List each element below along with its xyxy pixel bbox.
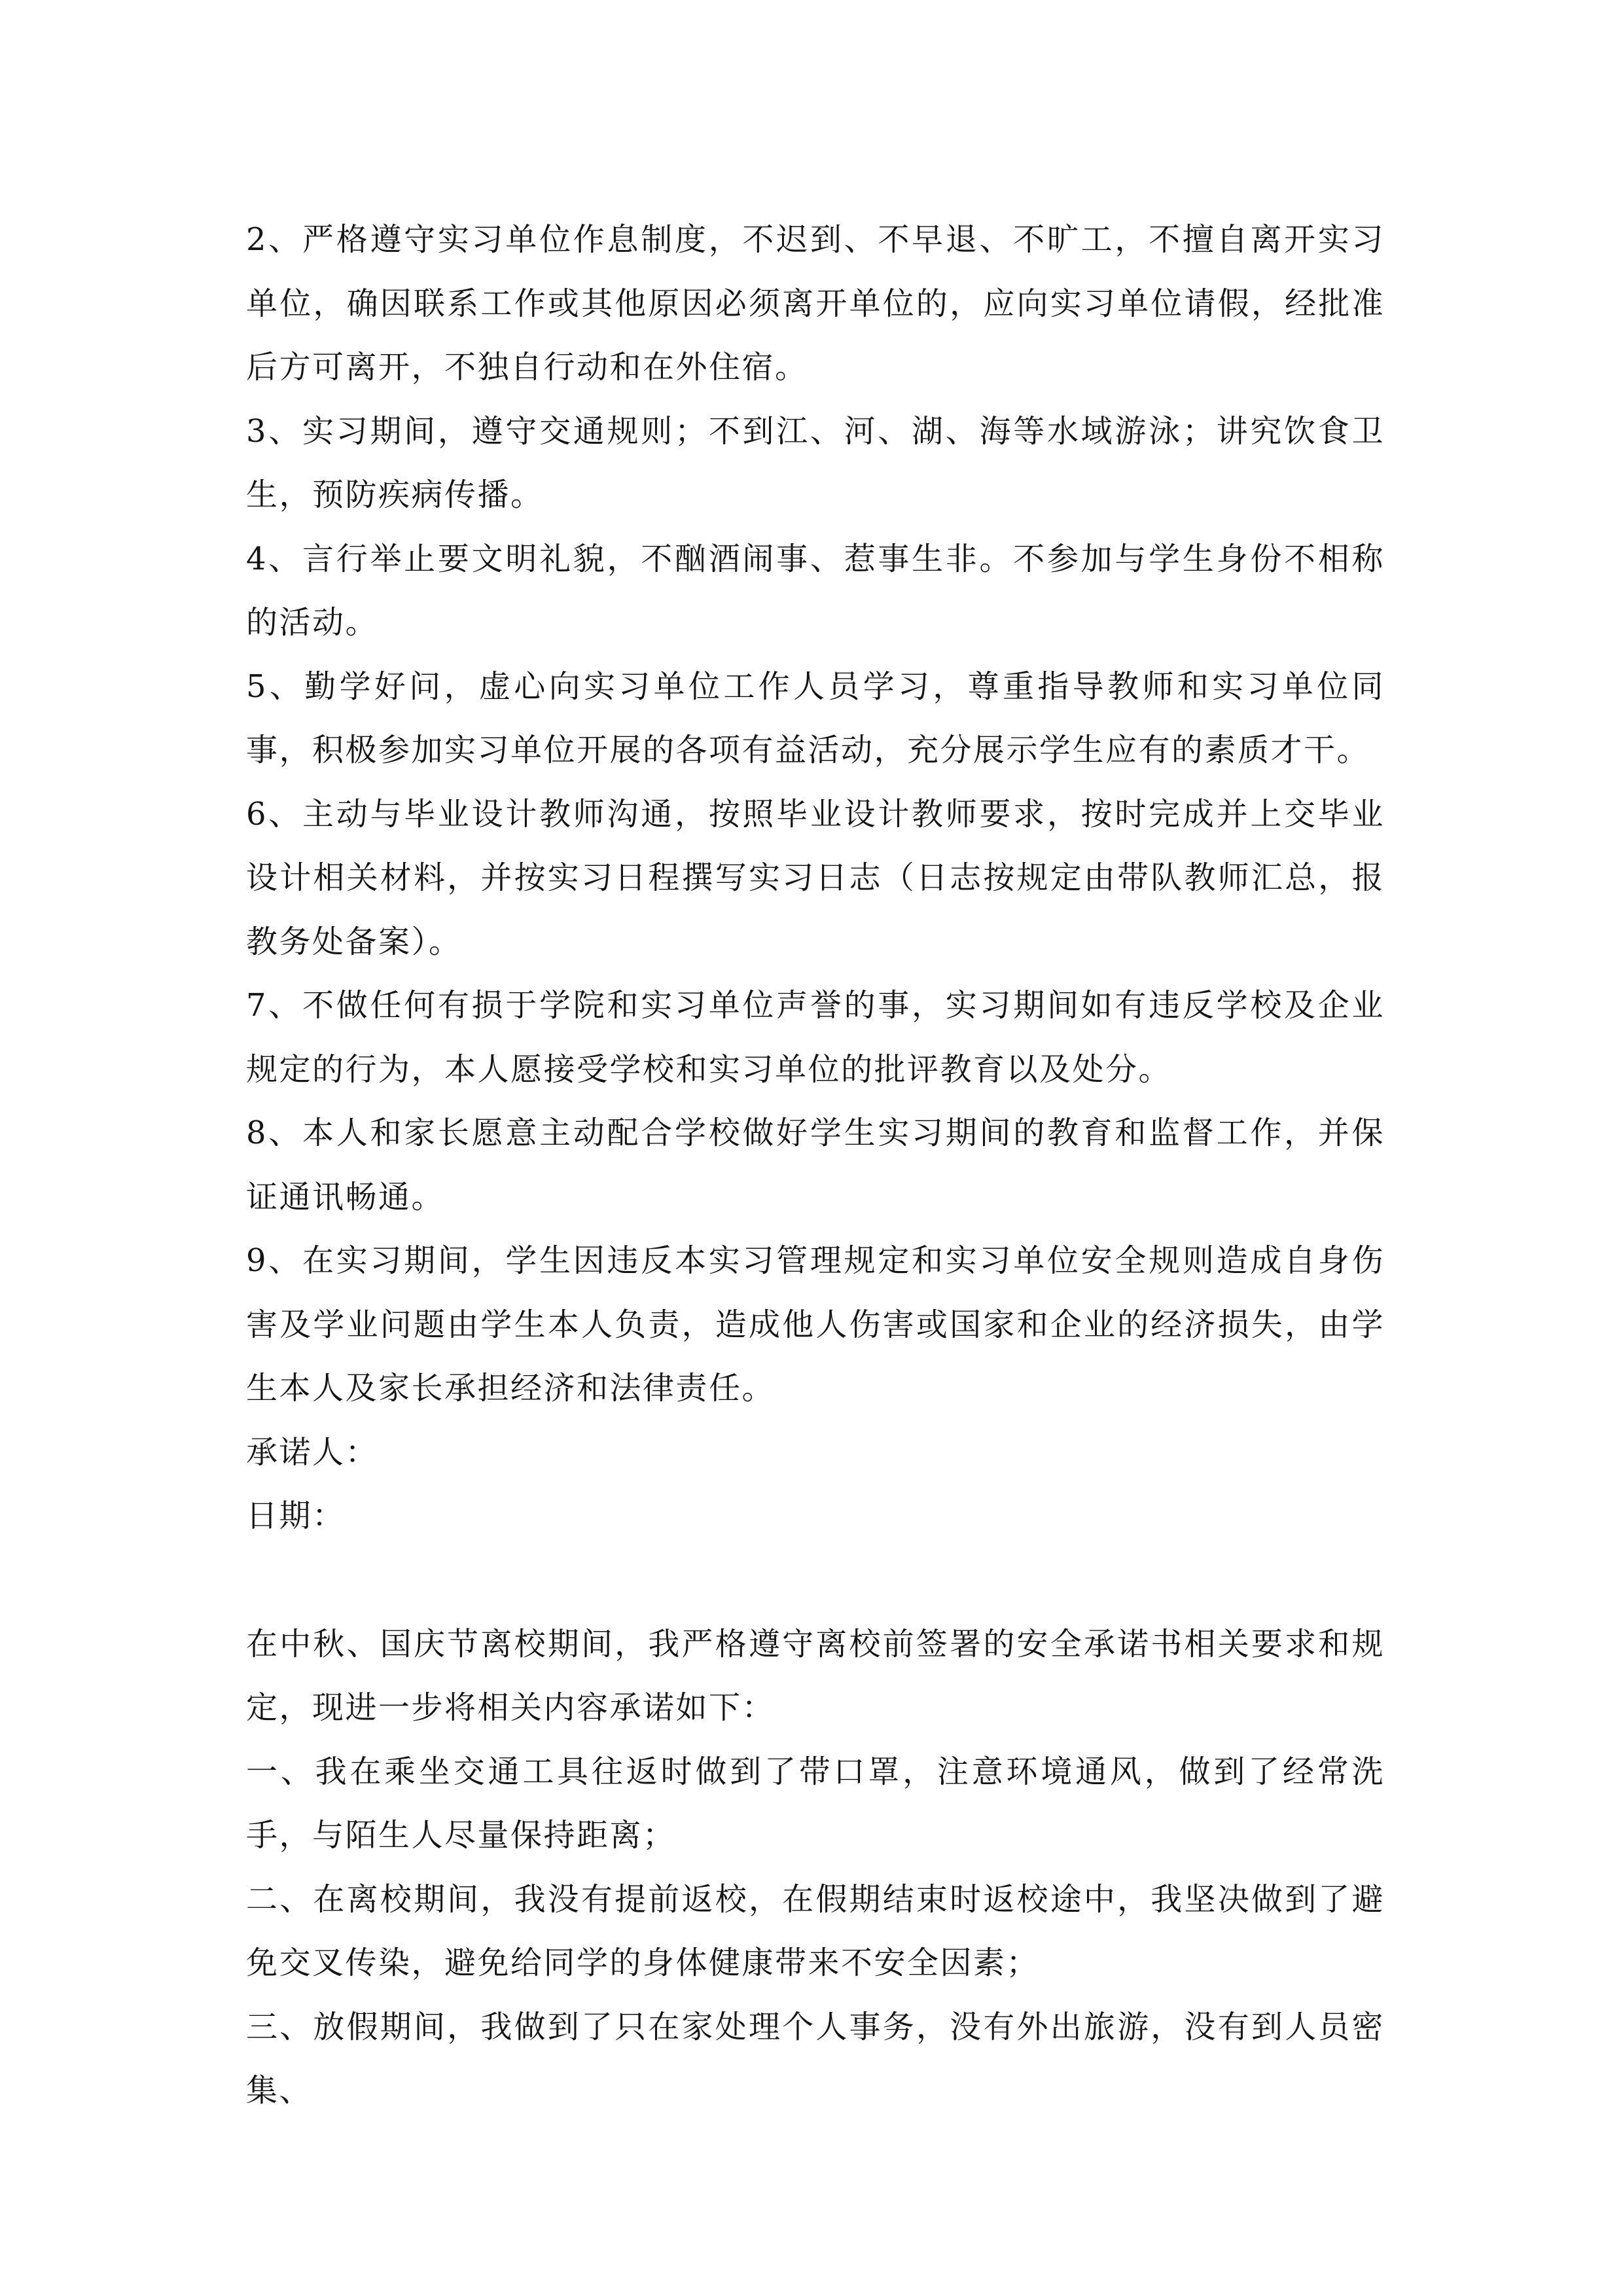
rule-item-2: 2、严格遵守实习单位作息制度，不迟到、不早退、不旷工，不擅自离开实习单位，确因联系工作或其他原因必须离开单位的，应向实习单位请假，经批准后方可离开，不独自行动和在外住宿。: [246, 221, 1385, 386]
rule-item-5: 5、勤学好问，虚心向实习单位工作人员学习，尊重指导教师和实习单位同事，积极参加实习单位开展的各项有益活动，充分展示学生应有的素质才干。: [246, 668, 1385, 768]
signer-label: 承诺人：: [246, 1433, 379, 1471]
rule-item-9: 9、在实习期间，学生因违反本实习管理规定和实习单位安全规则造成自身伤害及学业问题由学生本人负责，造成他人伤害或国家和企业的经济损失，由学生本人及家长承担经济和法律责任。: [246, 1242, 1385, 1407]
pledge-item-1: 一、我在乘坐交通工具往返时做到了带口罩，注意环境通风，做到了经常洗手，与陌生人尽量保持距离；: [246, 1753, 1385, 1854]
rule-item-6: 6、主动与毕业设计教师沟通，按照毕业设计教师要求，按时完成并上交毕业设计相关材料，并按实习日程撰写实习日志（日志按规定由带队教师汇总，报教务处备案）。: [246, 795, 1385, 960]
pledge-item-3: 三、放假期间，我做到了只在家处理个人事务，没有外出旅游，没有到人员密集、: [246, 2008, 1385, 2109]
pledge-intro: 在中秋、国庆节离校期间，我严格遵守离校前签署的安全承诺书相关要求和规定，现进一步将相关内容承诺如下：: [246, 1625, 1385, 1726]
rule-item-8: 8、本人和家长愿意主动配合学校做好学生实习期间的教育和监督工作，并保证通讯畅通。: [246, 1115, 1385, 1215]
section-spacer: [246, 1549, 1385, 1613]
rule-item-4: 4、言行举止要文明礼貌，不酗酒闹事、惹事生非。不参加与学生身份不相称的活动。: [246, 540, 1385, 641]
rule-item-7: 7、不做任何有损于学院和实习单位声誉的事，实习期间如有违反学校及企业规定的行为，本人愿接受学校和实习单位的批评教育以及处分。: [246, 987, 1385, 1088]
rule-item-3: 3、实习期间，遵守交通规则；不到江、河、湖、海等水域游泳；讲究饮食卫生，预防疾病传播。: [246, 412, 1385, 513]
document-page: [246, 208, 1385, 2123]
date-label: 日期：: [246, 1498, 346, 1534]
pledge-item-2: 二、在离校期间，我没有提前返校，在假期结束时返校途中，我坚决做到了避免交叉传染，避免给同学的身体健康带来不安全因素；: [246, 1880, 1385, 1981]
